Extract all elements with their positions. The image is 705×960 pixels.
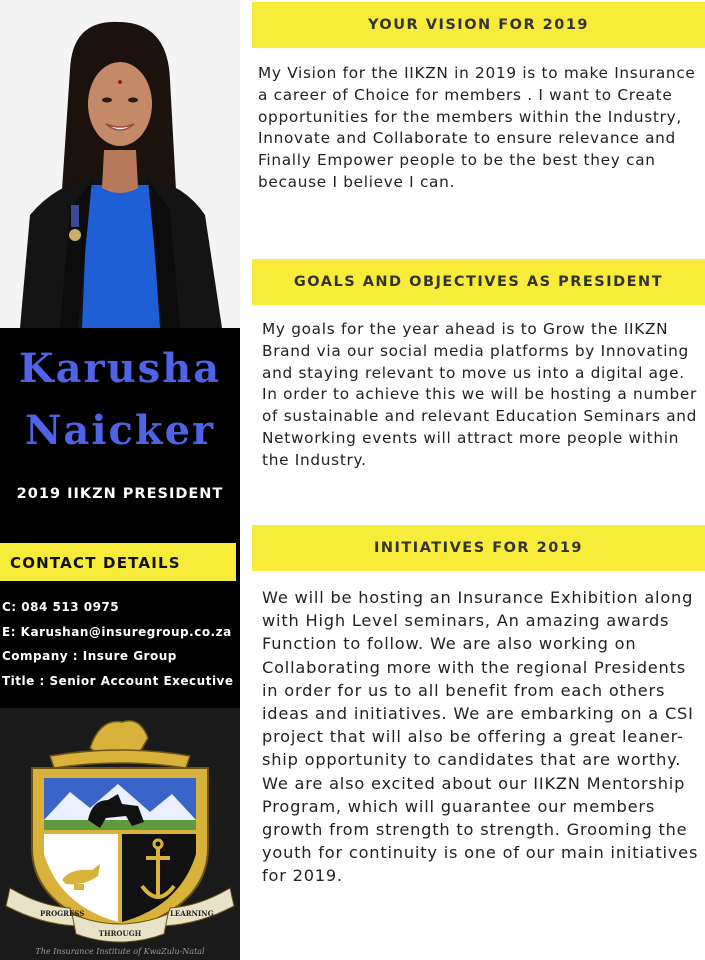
member-role: 2019 IIKZN PRESIDENT <box>16 486 224 502</box>
last-name: Naicker <box>24 407 216 454</box>
contact-phone: C: 084 513 0975 <box>2 600 120 614</box>
goals-text: My goals for the year ahead is to Grow the IIKZN Brand via our social media platforms by Innovating and staying relevant to move us into a digital age. In order to achieve this we will be hosting a number of sustainable and relevant Education Seminars and Networking events will attract more people within the Industry. <box>262 320 698 469</box>
institute-crest <box>0 708 240 960</box>
initiatives-text: We will be hosting an Insurance Exhibition along with High Level seminars, An amazing awards Function to follow. We are also working on Collaborating more with the regional Presidents in order for us to all benefit from each others ideas and initiatives. We are embarking on a CSI project that will also be offering a great leaner-ship opportunity to candidates that are worthy. We are also excited about our IIKZN Mentorship Program, which will guarantee our members growth from strength to strength. Grooming the youth for continuity is one of our main initiatives for 2019. <box>262 588 699 886</box>
right-column <box>240 0 705 960</box>
crest-emblem <box>0 708 240 960</box>
motto-center: THROUGH <box>98 929 142 938</box>
left-column <box>0 0 240 960</box>
contact-company: Company : Insure Group <box>2 649 177 663</box>
initiatives-heading: INITIATIVES FOR 2019 <box>252 525 705 571</box>
contact-list <box>2 600 240 698</box>
first-name: Karusha <box>18 345 222 392</box>
portrait-photo <box>0 0 240 328</box>
contact-details-heading: CONTACT DETAILS <box>0 543 236 581</box>
goals-heading: GOALS AND OBJECTIVES AS PRESIDENT <box>252 259 705 305</box>
member-name <box>0 338 240 462</box>
contact-email[interactable]: E: Karushan@insuregroup.co.za <box>2 624 232 639</box>
contact-title: Title : Senior Account Executive <box>2 673 234 688</box>
vision-heading: YOUR VISION FOR 2019 <box>252 2 705 48</box>
crest-caption: The Insurance Institute of KwaZulu-Natal <box>35 947 205 956</box>
motto-left: PROGRESS <box>40 909 85 918</box>
portrait-image <box>0 0 240 328</box>
vision-text: My Vision for the IIKZN in 2019 is to make Insurance a career of Choice for members . I want to Create opportunities for the members within the Industry, Innovate and Collaborate to ensure relevance and Finally Empower people to be the best they can because I believe I can. <box>258 64 696 191</box>
motto-right: LEARNING <box>170 909 214 918</box>
